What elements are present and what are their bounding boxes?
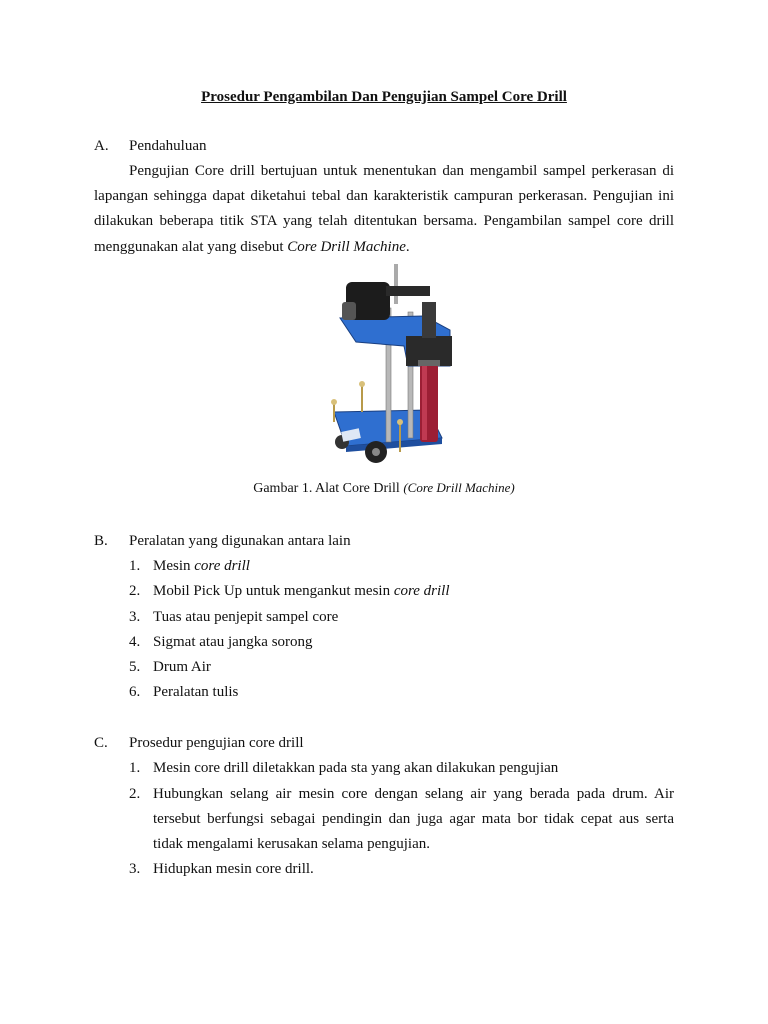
step-3-text: Hidupkan mesin core drill.: [153, 861, 314, 877]
section-c-letter: C.: [94, 735, 108, 751]
section-a-p4-end: .: [405, 239, 410, 255]
list-item: [153, 658, 211, 676]
list-item-text: Drum Air: [153, 659, 211, 675]
step-2-line-3: tidak mengalami kerusakan selama pengujian.: [153, 836, 430, 852]
list-item-text: Sigmat atau jangka sorong: [153, 634, 313, 650]
step-1-text: Mesin core drill diletakkan pada sta yang akan dilakukan pengujian: [153, 760, 559, 776]
list-item: [153, 557, 250, 575]
list-item-text: Peralatan tulis: [153, 684, 239, 700]
list-item: [153, 608, 338, 626]
list-item-text: Mobil Pick Up untuk mengankut mesin: [153, 583, 394, 599]
section-b-letter: B.: [94, 533, 108, 549]
section-a-p4-plain: menggunakan alat yang disebut: [94, 239, 288, 255]
list-item-number: 4.: [129, 634, 141, 650]
step-number: 1.: [129, 760, 141, 776]
figure-caption-italic: (Core Drill Machine): [403, 480, 515, 495]
list-item: [153, 633, 313, 651]
list-item-number: 6.: [129, 684, 141, 700]
list-item-text: Mesin: [153, 558, 195, 574]
list-item-number: 3.: [129, 609, 141, 625]
list-item-text: Tuas atau penjepit sampel core: [153, 609, 339, 625]
section-a-heading: Pendahuluan: [129, 138, 207, 154]
section-a-p4-italic: Core Drill Machine: [287, 239, 406, 255]
section-a-paragraph-line-2: lapangan sehingga dapat diketahui tebal dan karakteristik campuran perkerasan. Pengujian ini: [94, 188, 674, 204]
figure-caption: [0, 480, 768, 497]
step-2-line-2: tersebut berfungsi sebagai pendingin dan juga agar mata bor tidak cepat aus serta: [153, 811, 674, 827]
list-item: [153, 582, 450, 600]
list-item-number: 5.: [129, 659, 141, 675]
core-drill-machine-image: [316, 262, 456, 468]
section-b-heading: Peralatan yang digunakan antara lain: [129, 533, 351, 549]
section-a-paragraph-line-3: dilakukan beberapa titik STA yang telah ditentukan bersama. Pengambilan sampel core drill: [94, 213, 674, 229]
step-number: 3.: [129, 861, 141, 877]
step-number: 2.: [129, 786, 141, 802]
figure-caption-plain: Gambar 1. Alat Core Drill: [253, 481, 404, 496]
list-item-number: 2.: [129, 583, 141, 599]
section-a-paragraph-line-4: [94, 238, 410, 256]
list-item-italic: core drill: [194, 558, 250, 574]
section-a-paragraph-line-1: Pengujian Core drill bertujuan untuk menentukan dan mengambil sampel perkerasan di: [129, 163, 674, 179]
section-a-letter: A.: [94, 138, 109, 154]
list-item-number: 1.: [129, 558, 141, 574]
step-2-line-1: Hubungkan selang air mesin core dengan selang air yang berada pada drum. Air: [153, 786, 674, 802]
document-title: Prosedur Pengambilan Dan Pengujian Sampel Core Drill: [201, 89, 567, 105]
list-item: [153, 683, 238, 701]
section-c-heading: Prosedur pengujian core drill: [129, 735, 304, 751]
list-item-italic: core drill: [393, 583, 450, 599]
